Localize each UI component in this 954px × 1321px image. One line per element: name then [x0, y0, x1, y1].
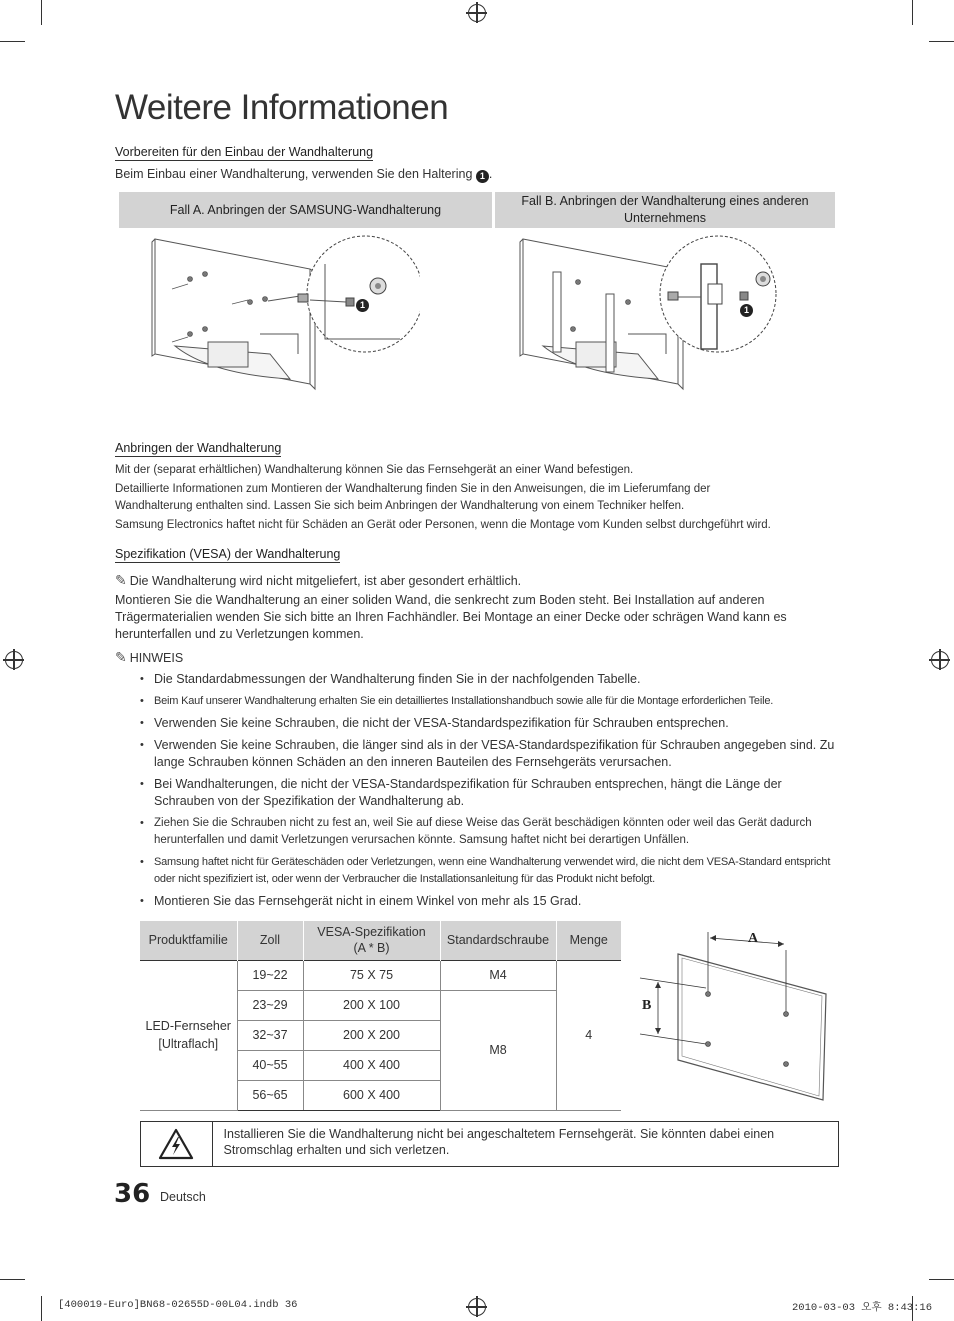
screw-cell: M4 — [440, 960, 556, 990]
list-item: • Montieren Sie das Fernsehgerät nicht in einem Winkel von mehr als 15 Grad. — [138, 893, 838, 910]
vesa-paragraph-1b: Trägermaterialien wenden Sie sich bitte an Ihren Fachhändler. Bei Montage an einer Decke oder schrägen Wand kann es — [115, 610, 787, 624]
crop-mark — [0, 1279, 25, 1280]
dimension-a-label: A — [748, 931, 759, 946]
crop-mark — [41, 1296, 42, 1321]
mounting-paragraph-3: Samsung Electronics haftet nicht für Schäden an Gerät oder Personen, wenn die Montage vom Kunden selbst durchgeführt wird. — [115, 519, 771, 531]
zoll-cell: 32~37 — [237, 1020, 303, 1050]
table-header: VESA-Spezifikation (A * B) — [303, 921, 440, 960]
crop-mark — [929, 1279, 954, 1280]
dimension-b-label: B — [642, 998, 652, 1013]
footer-file-info: [400019-Euro]BN68-02655D-00L04.indb 36 — [58, 1299, 298, 1311]
section-heading-vesa: Spezifikation (VESA) der Wandhalterung — [115, 547, 341, 561]
vesa-cell: 75 X 75 — [303, 960, 440, 990]
ring-number-icon: 1 — [476, 170, 489, 183]
footer-date-info: 2010-03-03 오후 8:43:16 — [792, 1302, 933, 1314]
preparation-text-start: Beim Einbau einer Wandhalterung, verwenden Sie den Haltering — [115, 167, 476, 181]
pencil-note-icon: ✎ — [115, 649, 127, 665]
vesa-cell: 400 X 400 — [303, 1050, 440, 1080]
mounting-paragraph-2a: Detaillierte Informationen zum Montieren der Wandhalterung finden Sie in den Anweisungen, die im Lieferumfang der — [115, 483, 711, 495]
zoll-cell: 19~22 — [237, 960, 303, 990]
registration-mark-icon — [468, 1298, 486, 1316]
vesa-cell: 600 X 400 — [303, 1080, 440, 1110]
product-family-cell: LED-Fernseher [Ultraflach] — [140, 960, 237, 1110]
vesa-paragraph-1a: Montieren Sie die Wandhalterung an einer soliden Wand, die senkrecht zum Boden steht. Bei Installation auf anderen — [115, 593, 765, 607]
screw-cell: M8 — [440, 990, 556, 1110]
vesa-note — [115, 572, 840, 590]
tv-samsung-mount-illustration — [150, 234, 420, 394]
table-header: Zoll — [237, 921, 303, 960]
section-heading-preparation: Vorbereiten für den Einbau der Wandhalterung — [115, 145, 374, 159]
hinweis-label — [115, 649, 840, 667]
mounting-paragraph-1: Mit der (separat erhältlichen) Wandhalterung können Sie das Fernsehgerät an einer Wand befestigen. — [115, 464, 634, 476]
crop-mark — [0, 41, 25, 42]
registration-mark-icon — [468, 4, 486, 22]
case-a-header: Fall A. Anbringen der SAMSUNG-Wandhalterung — [119, 192, 492, 228]
pencil-note-icon: ✎ — [115, 572, 127, 588]
hinweis-bullet-list — [138, 671, 838, 915]
list-item: • Verwenden Sie keine Schrauben, die länger sind als in der VESA-Standardspezifikation für Schrauben angegeben sind. Zu lange Schrauben können Schäden an den inneren Bauteilen des Fernsehgeräts verursachen. — [138, 737, 838, 771]
zoll-cell: 40~55 — [237, 1050, 303, 1080]
section-heading-mounting: Anbringen der Wandhalterung — [115, 441, 282, 455]
vesa-dimension-diagram — [638, 922, 838, 1102]
list-item: • Beim Kauf unserer Wandhalterung erhalten Sie ein detailliertes Installationshandbuch sowie alle für die Montage erforderlichen Teile. — [138, 693, 838, 710]
table-header: Produktfamilie — [140, 921, 237, 960]
warning-box — [140, 1121, 839, 1167]
hinweis-text: HINWEIS — [129, 651, 184, 665]
table-header: Standardschraube — [440, 921, 556, 960]
quantity-cell: 4 — [556, 960, 621, 1110]
preparation-text-end: . — [488, 167, 493, 181]
preparation-text — [115, 166, 840, 183]
vesa-spec-table — [140, 921, 621, 1111]
callout-number-a: 1 — [356, 299, 369, 312]
zoll-cell: 23~29 — [237, 990, 303, 1020]
zoll-cell: 56~65 — [237, 1080, 303, 1110]
case-b-header: Fall B. Anbringen der Wandhalterung eines anderen Unternehmens — [495, 192, 835, 228]
vesa-cell: 200 X 100 — [303, 990, 440, 1020]
page-number: 36 — [114, 1179, 151, 1209]
registration-mark-icon — [5, 651, 23, 669]
list-item: • Samsung haftet nicht für Geräteschäden oder Verletzungen, wenn eine Wandhalterung verwendet wird, die nicht dem VESA-Standard entspricht oder nicht spezifiziert ist, oder wenn der Verbraucher die Installationsanleitung für das Produkt nicht befolgt. — [138, 854, 838, 888]
mounting-paragraph-2b: Wandhalterung enthalten sind. Lassen Sie sich beim Anbringen der Wandhalterung von einem Techniker helfen. — [115, 500, 685, 512]
table-row — [140, 960, 621, 990]
warning-icon-cell — [141, 1122, 213, 1166]
vesa-paragraph-1c: herunterfallen und zu Verletzungen kommen. — [115, 627, 364, 641]
list-item: • Bei Wandhalterungen, die nicht der VESA-Standardspezifikation für Schrauben entsprechen, hängt die Länge der Schrauben von der Spezifikation der Wandhalterung ab. — [138, 776, 838, 810]
warning-text: Installieren Sie die Wandhalterung nicht bei angeschaltetem Fernsehgerät. Sie könnten dabei einen Stromschlag erhalten und sich verletzen. — [223, 1127, 775, 1157]
table-header: Menge — [556, 921, 621, 960]
electric-shock-warning-icon — [158, 1128, 194, 1160]
crop-mark — [929, 41, 954, 42]
callout-number-b: 1 — [740, 304, 753, 317]
crop-mark — [912, 0, 913, 25]
crop-mark — [41, 0, 42, 25]
list-item: • Ziehen Sie die Schrauben nicht zu fest an, weil Sie auf diese Weise das Gerät beschädigen könnten oder weil das Gerät dadurch herunterfallen und damit Verletzungen verursachen könnte. Samsung haftet nicht bei derartigen Unfällen. — [138, 815, 838, 849]
registration-mark-icon — [931, 651, 949, 669]
vesa-note-text: Die Wandhalterung wird nicht mitgeliefert, ist aber gesondert erhältlich. — [129, 574, 522, 588]
page-language: Deutsch — [160, 1190, 206, 1204]
page-title: Weitere Informationen — [115, 88, 449, 127]
list-item: • Die Standardabmessungen der Wandhalterung finden Sie in der nachfolgenden Tabelle. — [138, 671, 838, 688]
list-item: • Verwenden Sie keine Schrauben, die nicht der VESA-Standardspezifikation für Schrauben entsprechen. — [138, 715, 838, 732]
vesa-cell: 200 X 200 — [303, 1020, 440, 1050]
